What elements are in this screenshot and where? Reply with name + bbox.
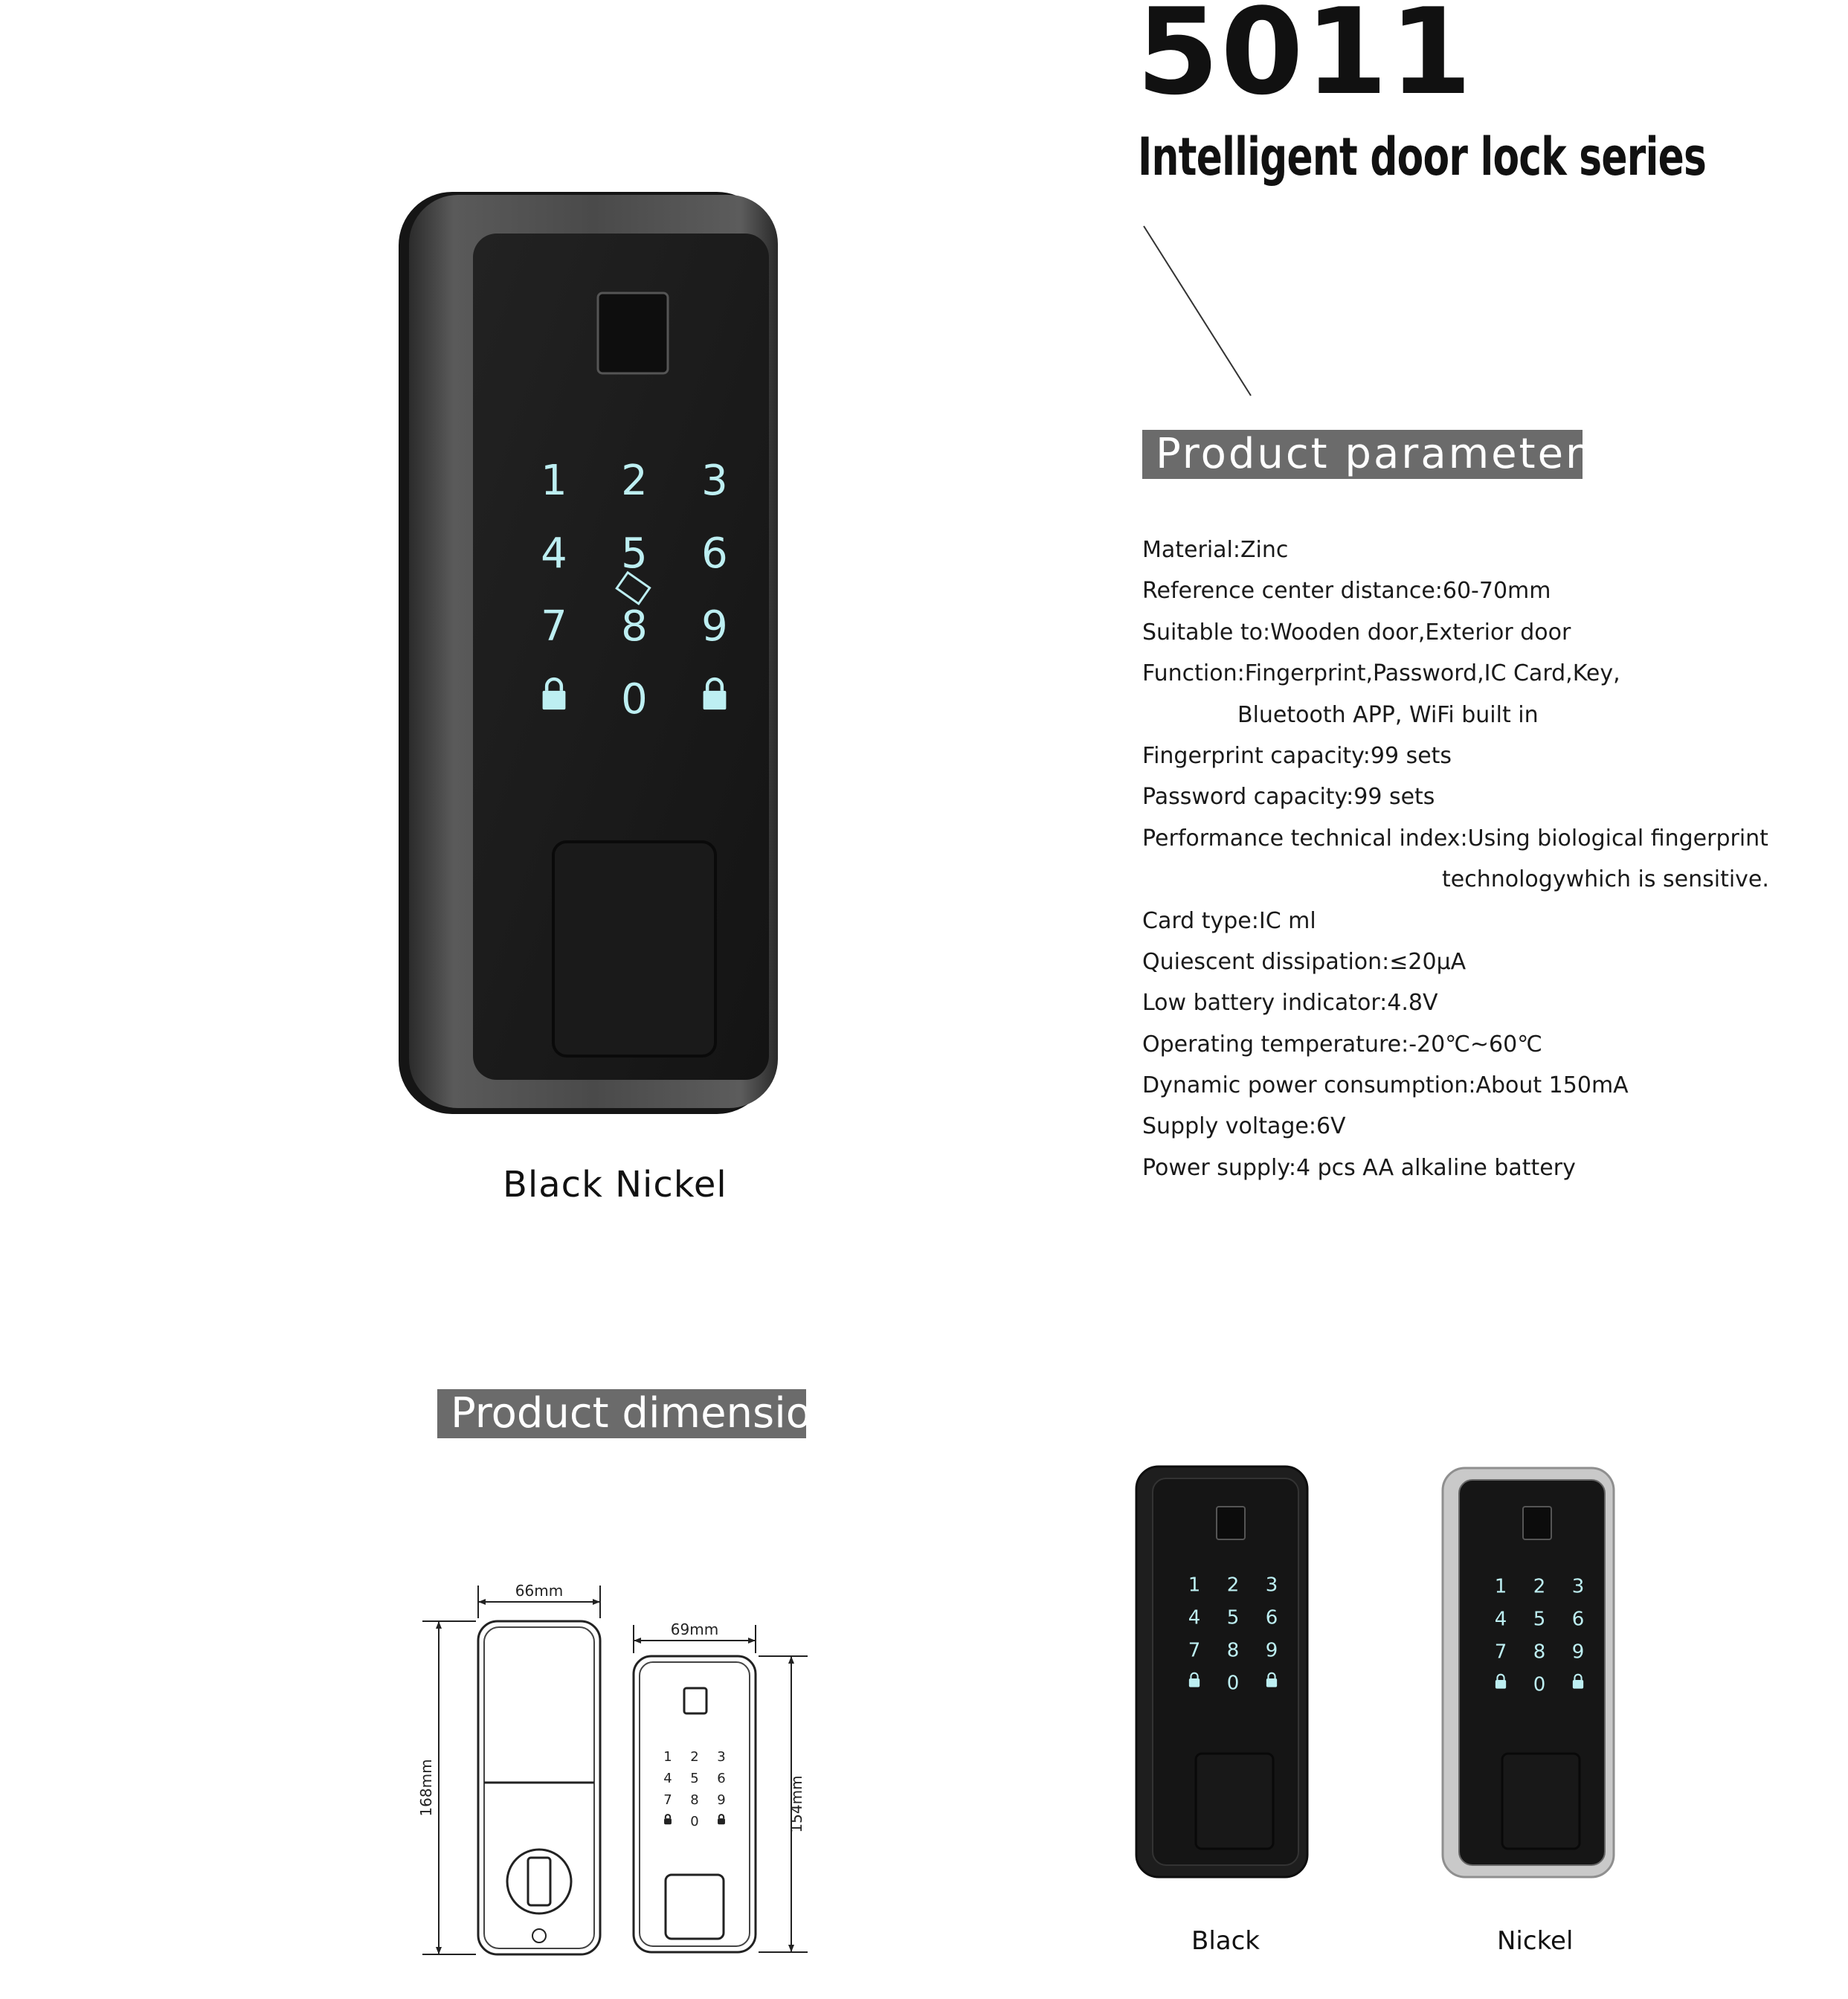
handle-cover	[553, 842, 715, 1056]
spec-row: Power supply:4 pcs AA alkaline battery	[1142, 1154, 1576, 1181]
keypad-digit: 5	[690, 1771, 699, 1786]
keypad-digit: 9	[717, 1792, 726, 1808]
keypad-digit: 2	[1226, 1574, 1240, 1597]
keypad-digit: 2	[690, 1749, 699, 1765]
keypad-digit: 0	[621, 675, 648, 724]
keypad-digit: 4	[1188, 1606, 1201, 1629]
keypad-digit: 5	[1533, 1608, 1546, 1631]
keypad-digit: 1	[1188, 1574, 1201, 1597]
unlock-key-icon	[718, 1815, 725, 1824]
series-title: Intelligent door lock series	[1138, 126, 1707, 187]
keypad-digit: 2	[621, 457, 648, 506]
main-product-caption: Black Nickel	[503, 1164, 727, 1205]
front-view	[634, 1656, 756, 1952]
spec-row: Quiescent dissipation:≤20μA	[1142, 948, 1467, 975]
keypad-digit: 4	[663, 1771, 672, 1786]
lock-key-icon	[664, 1815, 672, 1824]
product-dimensions-heading: Product dimensions	[437, 1389, 806, 1438]
keypad-digit: 7	[663, 1792, 672, 1808]
front-keypad	[663, 1749, 725, 1829]
keypad-digit: 9	[701, 602, 728, 651]
keypad-digit: 3	[717, 1749, 726, 1765]
keypad-digit: 4	[1494, 1608, 1507, 1631]
keypad-digit: 1	[541, 457, 567, 506]
height-back-label: 168mm	[417, 1759, 435, 1817]
spec-row: Card type:IC ml	[1142, 907, 1316, 934]
spec-list	[1142, 529, 1812, 1188]
spec-row: Reference center distance:60-70mm	[1142, 578, 1551, 605]
spec-row: technologywhich is sensitive.	[1442, 866, 1769, 893]
keypad-digit: 6	[701, 529, 728, 579]
keypad-digit: 1	[1494, 1575, 1507, 1598]
spec-row: Suitable to:Wooden door,Exterior door	[1142, 619, 1571, 646]
main-lock-image	[387, 186, 788, 1130]
keypad-digit: 0	[1533, 1673, 1546, 1696]
height-front-label: 154mm	[788, 1775, 805, 1833]
spec-row: Fingerprint capacity:99 sets	[1142, 742, 1452, 769]
width-back-label: 66mm	[515, 1582, 564, 1600]
keypad-digit: 4	[541, 529, 567, 579]
spec-row: Function:Fingerprint,Password,IC Card,Key,	[1142, 660, 1620, 687]
keypad-digit: 3	[1571, 1575, 1585, 1598]
model-number: 5011	[1136, 0, 1474, 121]
keypad-digit: 9	[1571, 1641, 1585, 1664]
keypad-digit: 6	[1265, 1606, 1278, 1629]
variant-black-image	[1130, 1464, 1316, 1880]
spec-row: Performance technical index:Using biological fingerprint	[1142, 825, 1768, 852]
keypad-digit: 2	[1533, 1575, 1546, 1598]
width-front-label: 69mm	[670, 1620, 719, 1638]
keypad-digit: 1	[663, 1749, 672, 1765]
dimension-drawing	[409, 1569, 825, 1971]
keypad-digit: 7	[1494, 1641, 1507, 1664]
spec-row: Bluetooth APP, WiFi built in	[1237, 701, 1539, 728]
spec-row: Dynamic power consumption:About 150mA	[1142, 1072, 1629, 1099]
keypad-digit: 3	[1265, 1574, 1278, 1597]
keypad-digit: 8	[1533, 1641, 1546, 1664]
key-cylinder	[507, 1850, 571, 1913]
variant-black-caption: Black	[1191, 1926, 1260, 1956]
spec-row: Material:Zinc	[1142, 537, 1289, 563]
spec-row: Low battery indicator:4.8V	[1142, 990, 1438, 1017]
decorative-diagonal-line	[1144, 226, 1251, 396]
keypad-digit: 6	[1571, 1608, 1585, 1631]
product-parameter-heading: Product parameter	[1142, 430, 1583, 479]
keypad-digit: 9	[1265, 1639, 1278, 1662]
spec-row: Supply voltage:6V	[1142, 1113, 1346, 1140]
keypad-digit: 6	[717, 1771, 726, 1786]
keypad-digit: 8	[690, 1792, 699, 1808]
variant-nickel-caption: Nickel	[1497, 1926, 1574, 1956]
back-view	[478, 1621, 600, 1954]
spec-row: Password capacity:99 sets	[1142, 784, 1435, 811]
fingerprint-sensor	[598, 293, 668, 373]
keypad-digit: 7	[541, 602, 567, 651]
keypad-digit: 8	[621, 602, 648, 651]
keypad-digit: 0	[690, 1814, 699, 1829]
keypad-digit: 5	[621, 529, 648, 579]
keypad-digit: 7	[1188, 1639, 1201, 1662]
keypad-digit: 8	[1226, 1639, 1240, 1662]
keypad-digit: 0	[1226, 1672, 1240, 1695]
spec-row: Operating temperature:-20℃~60℃	[1142, 1031, 1542, 1058]
variant-nickel-image	[1437, 1464, 1623, 1880]
keypad-digit: 3	[701, 457, 728, 506]
keypad-digit: 5	[1226, 1606, 1240, 1629]
